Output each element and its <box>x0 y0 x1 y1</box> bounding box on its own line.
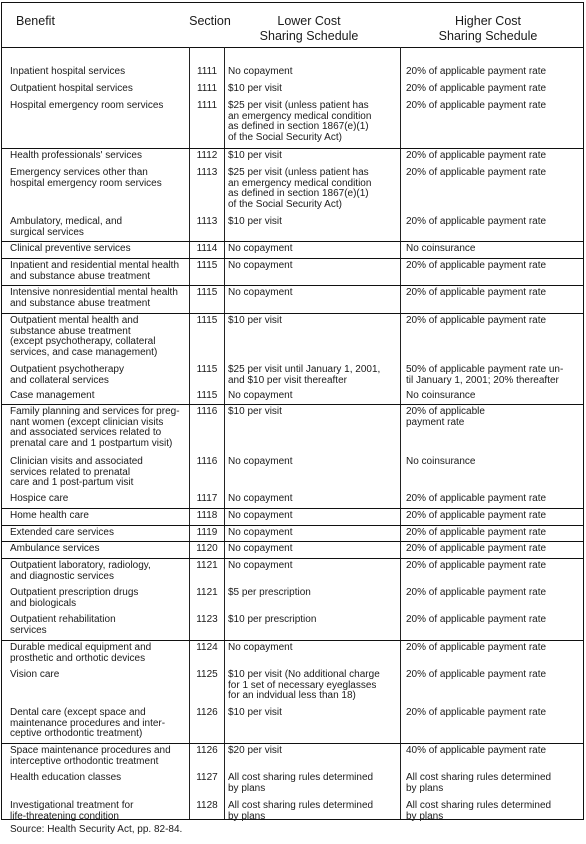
section-cell: 1120 <box>196 543 218 554</box>
column-divider <box>400 47 401 819</box>
higher-cost-cell: 20% of applicable payment rate <box>406 543 547 554</box>
benefit-cell: Home health care <box>10 510 89 521</box>
lower-cost-cell: $10 per visit <box>228 83 282 94</box>
lower-cost-cell: All cost sharing rules determined by plans <box>228 772 374 794</box>
benefit-cell: Health education classes <box>10 772 122 783</box>
lower-cost-cell: $10 per visit <box>228 315 282 326</box>
higher-cost-cell: No coinsurance <box>406 243 476 254</box>
benefit-cell: Outpatient laboratory, radiology, and diagnostic services <box>10 560 151 582</box>
benefit-cell: Space maintenance procedures and interceptive orthodontic treatment <box>10 745 171 767</box>
higher-cost-cell: 20% of applicable payment rate <box>406 66 547 77</box>
higher-cost-cell: 20% of applicable payment rate <box>406 707 547 718</box>
lower-cost-cell: $10 per visit <box>228 707 282 718</box>
row-group-divider <box>2 743 583 744</box>
higher-cost-cell: 20% of applicable payment rate <box>406 587 547 598</box>
benefit-cell: Dental care (except space and maintenance procedures and inter- ceptive orthodontic treatment) <box>10 707 166 740</box>
benefit-cell: Inpatient hospital services <box>10 66 126 77</box>
section-cell: 1111 <box>196 66 218 77</box>
section-cell: 1119 <box>196 527 218 538</box>
section-cell: 1124 <box>196 642 218 653</box>
section-cell: 1123 <box>196 614 218 625</box>
benefit-cell: Outpatient rehabilitation services <box>10 614 116 636</box>
row-group-divider <box>2 525 583 526</box>
lower-cost-cell: No copayment <box>228 243 293 254</box>
higher-cost-cell: All cost sharing rules determined by plans <box>406 772 552 794</box>
section-cell: 1128 <box>196 800 218 811</box>
row-group-divider <box>2 508 583 509</box>
benefit-cell: Investigational treatment for life-threatening condition <box>10 800 134 822</box>
benefit-cell: Durable medical equipment and prosthetic and orthotic devices <box>10 642 152 664</box>
section-cell: 1113 <box>196 167 218 178</box>
column-divider <box>224 47 225 819</box>
higher-cost-cell: 20% of applicable payment rate <box>406 527 547 538</box>
higher-cost-cell: 20% of applicable payment rate <box>406 260 547 271</box>
benefit-cell: Hospital emergency room services <box>10 100 164 111</box>
row-group-divider <box>2 313 583 314</box>
benefit-cell: Case management <box>10 390 95 401</box>
section-cell: 1116 <box>196 406 218 417</box>
benefit-cell: Inpatient and residential mental health and substance abuse treatment <box>10 260 180 282</box>
section-cell: 1121 <box>196 560 218 571</box>
row-group-divider <box>2 258 583 259</box>
section-cell: 1126 <box>196 745 218 756</box>
lower-cost-cell: No copayment <box>228 543 293 554</box>
benefit-cell: Ambulatory, medical, and surgical services <box>10 216 123 238</box>
lower-cost-cell: No copayment <box>228 560 293 571</box>
lower-cost-cell: No copayment <box>228 390 293 401</box>
lower-cost-cell: $10 per visit <box>228 216 282 227</box>
lower-cost-cell: $10 per visit <box>228 406 282 417</box>
section-cell: 1118 <box>196 510 218 521</box>
higher-cost-cell: 20% of applicable payment rate <box>406 510 547 521</box>
benefit-cell: Clinician visits and associated services related to prenatal care and 1 post-partum visit <box>10 456 143 489</box>
higher-cost-cell: 20% of applicable payment rate <box>406 614 547 625</box>
section-cell: 1115 <box>196 315 218 326</box>
lower-cost-cell: No copayment <box>228 456 293 467</box>
row-group-divider <box>2 148 583 149</box>
higher-cost-cell: 40% of applicable payment rate <box>406 745 547 756</box>
higher-cost-cell: 20% of applicable payment rate <box>406 83 547 94</box>
lower-cost-cell: $25 per visit until January 1, 2001, and $10 per visit thereafter <box>228 364 381 386</box>
higher-cost-cell: No coinsurance <box>406 390 476 401</box>
benefit-cell: Clinical preventive services <box>10 243 131 254</box>
higher-cost-cell: 20% of applicable payment rate <box>406 287 547 298</box>
lower-cost-cell: No copayment <box>228 287 293 298</box>
section-cell: 1115 <box>196 390 218 401</box>
benefit-cell: Emergency services other than hospital emergency room services <box>10 167 162 189</box>
higher-cost-cell: 20% of applicable payment rate <box>406 560 547 571</box>
section-cell: 1111 <box>196 83 218 94</box>
higher-cost-cell: 20% of applicable payment rate <box>406 406 485 428</box>
benefit-cell: Extended care services <box>10 527 114 538</box>
lower-cost-cell: No copayment <box>228 260 293 271</box>
row-group-divider <box>2 241 583 242</box>
benefit-cell: Hospice care <box>10 493 69 504</box>
lower-cost-cell: No copayment <box>228 510 293 521</box>
row-group-divider <box>2 404 583 405</box>
benefit-cell: Outpatient psychotherapy and collateral services <box>10 364 124 386</box>
section-cell: 1115 <box>196 287 218 298</box>
section-cell: 1116 <box>196 456 218 467</box>
lower-cost-cell: $10 per prescription <box>228 614 317 625</box>
header-higher-cost: Higher Cost Sharing Schedule <box>438 14 538 43</box>
benefits-table <box>1 2 584 820</box>
row-group-divider <box>2 285 583 286</box>
lower-cost-cell: No copayment <box>228 493 293 504</box>
section-cell: 1113 <box>196 216 218 227</box>
section-cell: 1121 <box>196 587 218 598</box>
lower-cost-cell: $5 per prescription <box>228 587 311 598</box>
lower-cost-cell: $20 per visit <box>228 745 282 756</box>
section-cell: 1114 <box>196 243 218 254</box>
table-header <box>2 3 583 48</box>
higher-cost-cell: 20% of applicable payment rate <box>406 167 547 178</box>
benefit-cell: Outpatient hospital services <box>10 83 133 94</box>
higher-cost-cell: 50% of applicable payment rate un- til January 1, 2001; 20% thereafter <box>406 364 564 386</box>
row-group-divider <box>2 640 583 641</box>
section-cell: 1126 <box>196 707 218 718</box>
higher-cost-cell: 20% of applicable payment rate <box>406 315 547 326</box>
section-cell: 1125 <box>196 669 218 680</box>
section-cell: 1117 <box>196 493 218 504</box>
section-cell: 1111 <box>196 100 218 111</box>
benefit-cell: Outpatient mental health and substance abuse treatment (except psychotherapy, collateral services, and case management) <box>10 315 158 358</box>
higher-cost-cell: 20% of applicable payment rate <box>406 669 547 680</box>
higher-cost-cell: All cost sharing rules determined by plans <box>406 800 552 822</box>
header-lower-cost: Lower Cost Sharing Schedule <box>259 14 359 43</box>
lower-cost-cell: No copayment <box>228 66 293 77</box>
benefit-cell: Health professionals' services <box>10 150 142 161</box>
benefit-cell: Outpatient prescription drugs and biologicals <box>10 587 139 609</box>
benefit-cell: Vision care <box>10 669 60 680</box>
higher-cost-cell: 20% of applicable payment rate <box>406 100 547 111</box>
row-group-divider <box>2 541 583 542</box>
benefit-cell: Intensive nonresidential mental health and substance abuse treatment <box>10 287 178 309</box>
higher-cost-cell: No coinsurance <box>406 456 476 467</box>
benefit-cell: Ambulance services <box>10 543 100 554</box>
higher-cost-cell: 20% of applicable payment rate <box>406 216 547 227</box>
lower-cost-cell: $25 per visit (unless patient has an emergency medical condition as defined in section 1867(e)(1) of the Social Security Act) <box>228 100 372 143</box>
benefit-cell: Family planning and services for preg- nant women (except clinician visits and associated services related to prenatal care and 1 postpartum visit) <box>10 406 180 449</box>
row-group-divider <box>2 558 583 559</box>
section-cell: 1115 <box>196 260 218 271</box>
higher-cost-cell: 20% of applicable payment rate <box>406 642 547 653</box>
lower-cost-cell: $10 per visit (No additional charge for 1 set of necessary eyeglasses for an indvidual less than 18) <box>228 669 380 702</box>
section-cell: 1127 <box>196 772 218 783</box>
higher-cost-cell: 20% of applicable payment rate <box>406 150 547 161</box>
lower-cost-cell: $10 per visit <box>228 150 282 161</box>
section-cell: 1115 <box>196 364 218 375</box>
header-benefit: Benefit <box>16 14 55 28</box>
source-note: Source: Health Security Act, pp. 82-84. <box>10 824 183 835</box>
lower-cost-cell: No copayment <box>228 642 293 653</box>
lower-cost-cell: All cost sharing rules determined by plans <box>228 800 374 822</box>
higher-cost-cell: 20% of applicable payment rate <box>406 493 547 504</box>
section-cell: 1112 <box>196 150 218 161</box>
lower-cost-cell: $25 per visit (unless patient has an emergency medical condition as defined in section 1867(e)(1) of the Social Security Act) <box>228 167 372 210</box>
header-section: Section <box>189 14 231 28</box>
lower-cost-cell: No copayment <box>228 527 293 538</box>
